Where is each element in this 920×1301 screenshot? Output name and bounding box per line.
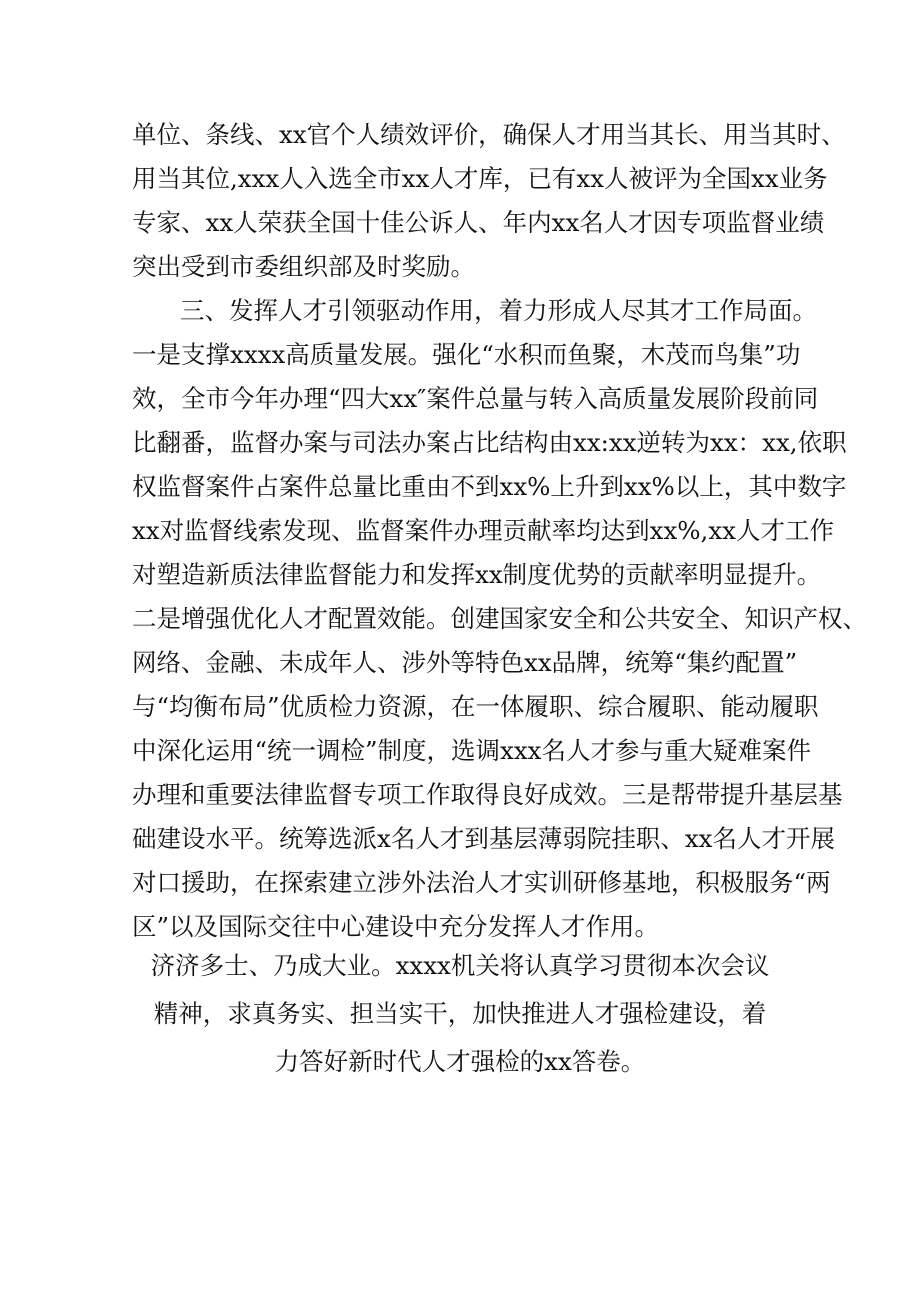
text-line: 区”以及国际交往中心建设中充分发挥人才作用。 <box>132 912 660 941</box>
text-line: 一是支撑xxxx高质量发展。强化“水积而鱼聚，木茂而鸟集”功 <box>132 340 801 369</box>
text-line: 力答好新时代人才强检的xx答卷。 <box>274 1047 646 1076</box>
text-line: 二是增强优化人才配置效能。创建国家安全和公共安全、知识产权、 <box>132 604 867 633</box>
text-line: 权监督案件占案件总量比重由不到xx%上升到xx%以上，其中数字 <box>132 472 847 501</box>
text-line: 办理和重要法律监督专项工作取得良好成效。三是帮带提升基层基 <box>132 780 843 809</box>
text-line: 专家、xx人荣获全国十佳公诉人、年内xx名人才因专项监督业绩 <box>132 208 825 237</box>
text-line: 中深化运用“统一调检”制度，选调xxx名人才参与重大疑难案件 <box>132 736 811 765</box>
text-line: 与“均衡布局”优质检力资源，在一体履职、综合履职、能动履职 <box>132 692 819 721</box>
text-line: 济济多士、乃成大业。xxxx机关将认真学习贯彻本次会议 <box>150 951 770 980</box>
section-heading: 三、发挥人才引领驱动作用，着力形成人尽其才工作局面。 <box>180 296 817 325</box>
text-line: 用当其位,xxx人入选全市xx人才库，已有xx人被评为全国xx业务 <box>132 164 828 193</box>
text-line: 网络、金融、未成年人、涉外等特色xx品牌，统筹“集约配置” <box>132 648 798 677</box>
text-line: 对塑造新质法律监督能力和发挥xx制度优势的贡献率明显提升。 <box>132 560 822 589</box>
text-line: 突出受到市委组织部及时奖励。 <box>132 252 475 281</box>
text-line: 对口援助，在探索建立涉外法治人才实训研修基地，积极服务“两 <box>132 868 831 897</box>
text-line: 础建设水平。统筹选派x名人才到基层薄弱院挂职、xx名人才开展 <box>132 824 835 853</box>
text-line: 比翻番，监督办案与司法办案占比结构由xx:xx逆转为xx：xx,依职 <box>132 428 847 457</box>
text-line: xx对监督线索发现、监督案件办理贡献率均达到xx%,xx人才工作 <box>132 516 834 545</box>
text-line: 精神，求真务实、担当实干，加快推进人才强检建设，着 <box>153 999 767 1028</box>
text-line: 单位、条线、xx官个人绩效评价，确保人才用当其长、用当其时、 <box>132 120 846 149</box>
text-line: 效，全市今年办理“四大xx″案件总量与转入高质量发展阶段前同 <box>132 384 819 413</box>
